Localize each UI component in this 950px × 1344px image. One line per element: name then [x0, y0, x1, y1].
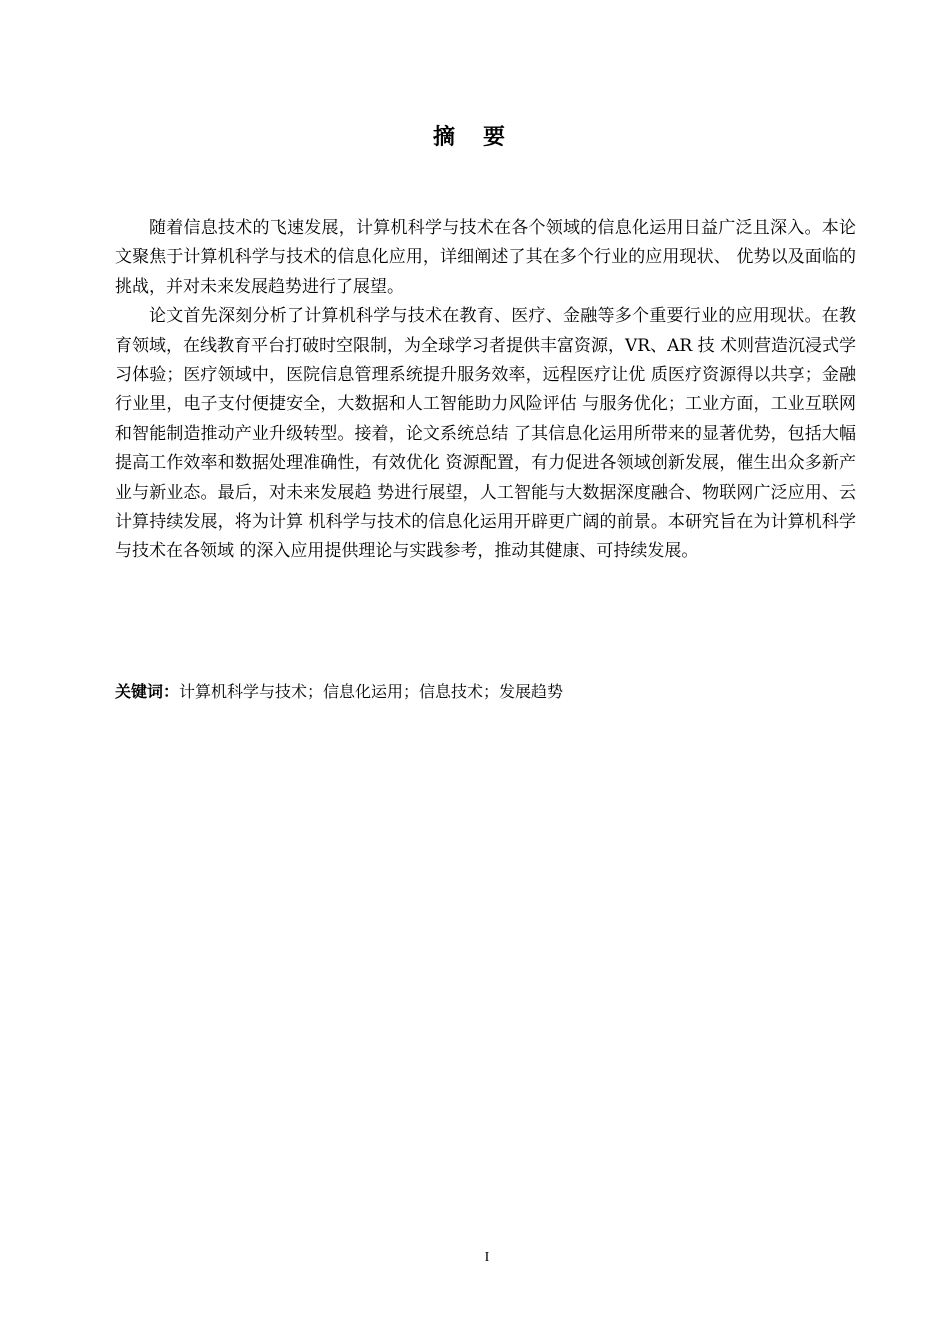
abstract-title: 摘要 [432, 125, 533, 150]
keywords-label: 关键词： [115, 682, 180, 701]
keywords-list: 计算机科学与技术；信息化运用；信息技术；发展趋势 [179, 682, 564, 701]
abstract-body [115, 214, 856, 567]
page-number: I [484, 1250, 490, 1265]
abstract-paragraph-1: 随着信息技术的飞速发展，计算机科学与技术在各个领域的信息化运用日益广泛且深入。本论文聚焦于计算机科学与技术的信息化应用，详细阐述了其在多个行业的应用现状、 优势以及面临的挑战，并对未来发展趋势进行了展望。 [115, 218, 856, 297]
abstract-paragraph-2: 论文首先深刻分析了计算机科学与技术在教育、医疗、金融等多个重要行业的应用现状。在教育领域，在线教育平台打破时空限制，为全球学习者提供丰富资源，VR、AR 技 术则营造沉浸式学习体验；医疗领域中，医院信息管理系统提升服务效率，远程医疗让优 质医疗资源得以共享；金融行业里，电子支付便捷安全，大数据和人工智能助力风险评估 与服务优化；工业方面，工业互联网和智能制造推动产业升级转型。接着，论文系统总结 了其信息化运用所带来的显著优势，包括大幅提高工作效率和数据处理准确性，有效优化 资源配置，有力促进各领域创新发展，催生出众多新产业与新业态。最后，对未来发展趋 势进行展望，人工智能与大数据深度融合、物联网广泛应用、云计算持续发展，将为计算 机科学与技术的信息化运用开辟更广阔的前景。本研究旨在为计算机科学与技术在各领域 的深入应用提供理论与实践参考，推动其健康、可持续发展。 [115, 306, 856, 562]
keywords-line [115, 679, 856, 705]
